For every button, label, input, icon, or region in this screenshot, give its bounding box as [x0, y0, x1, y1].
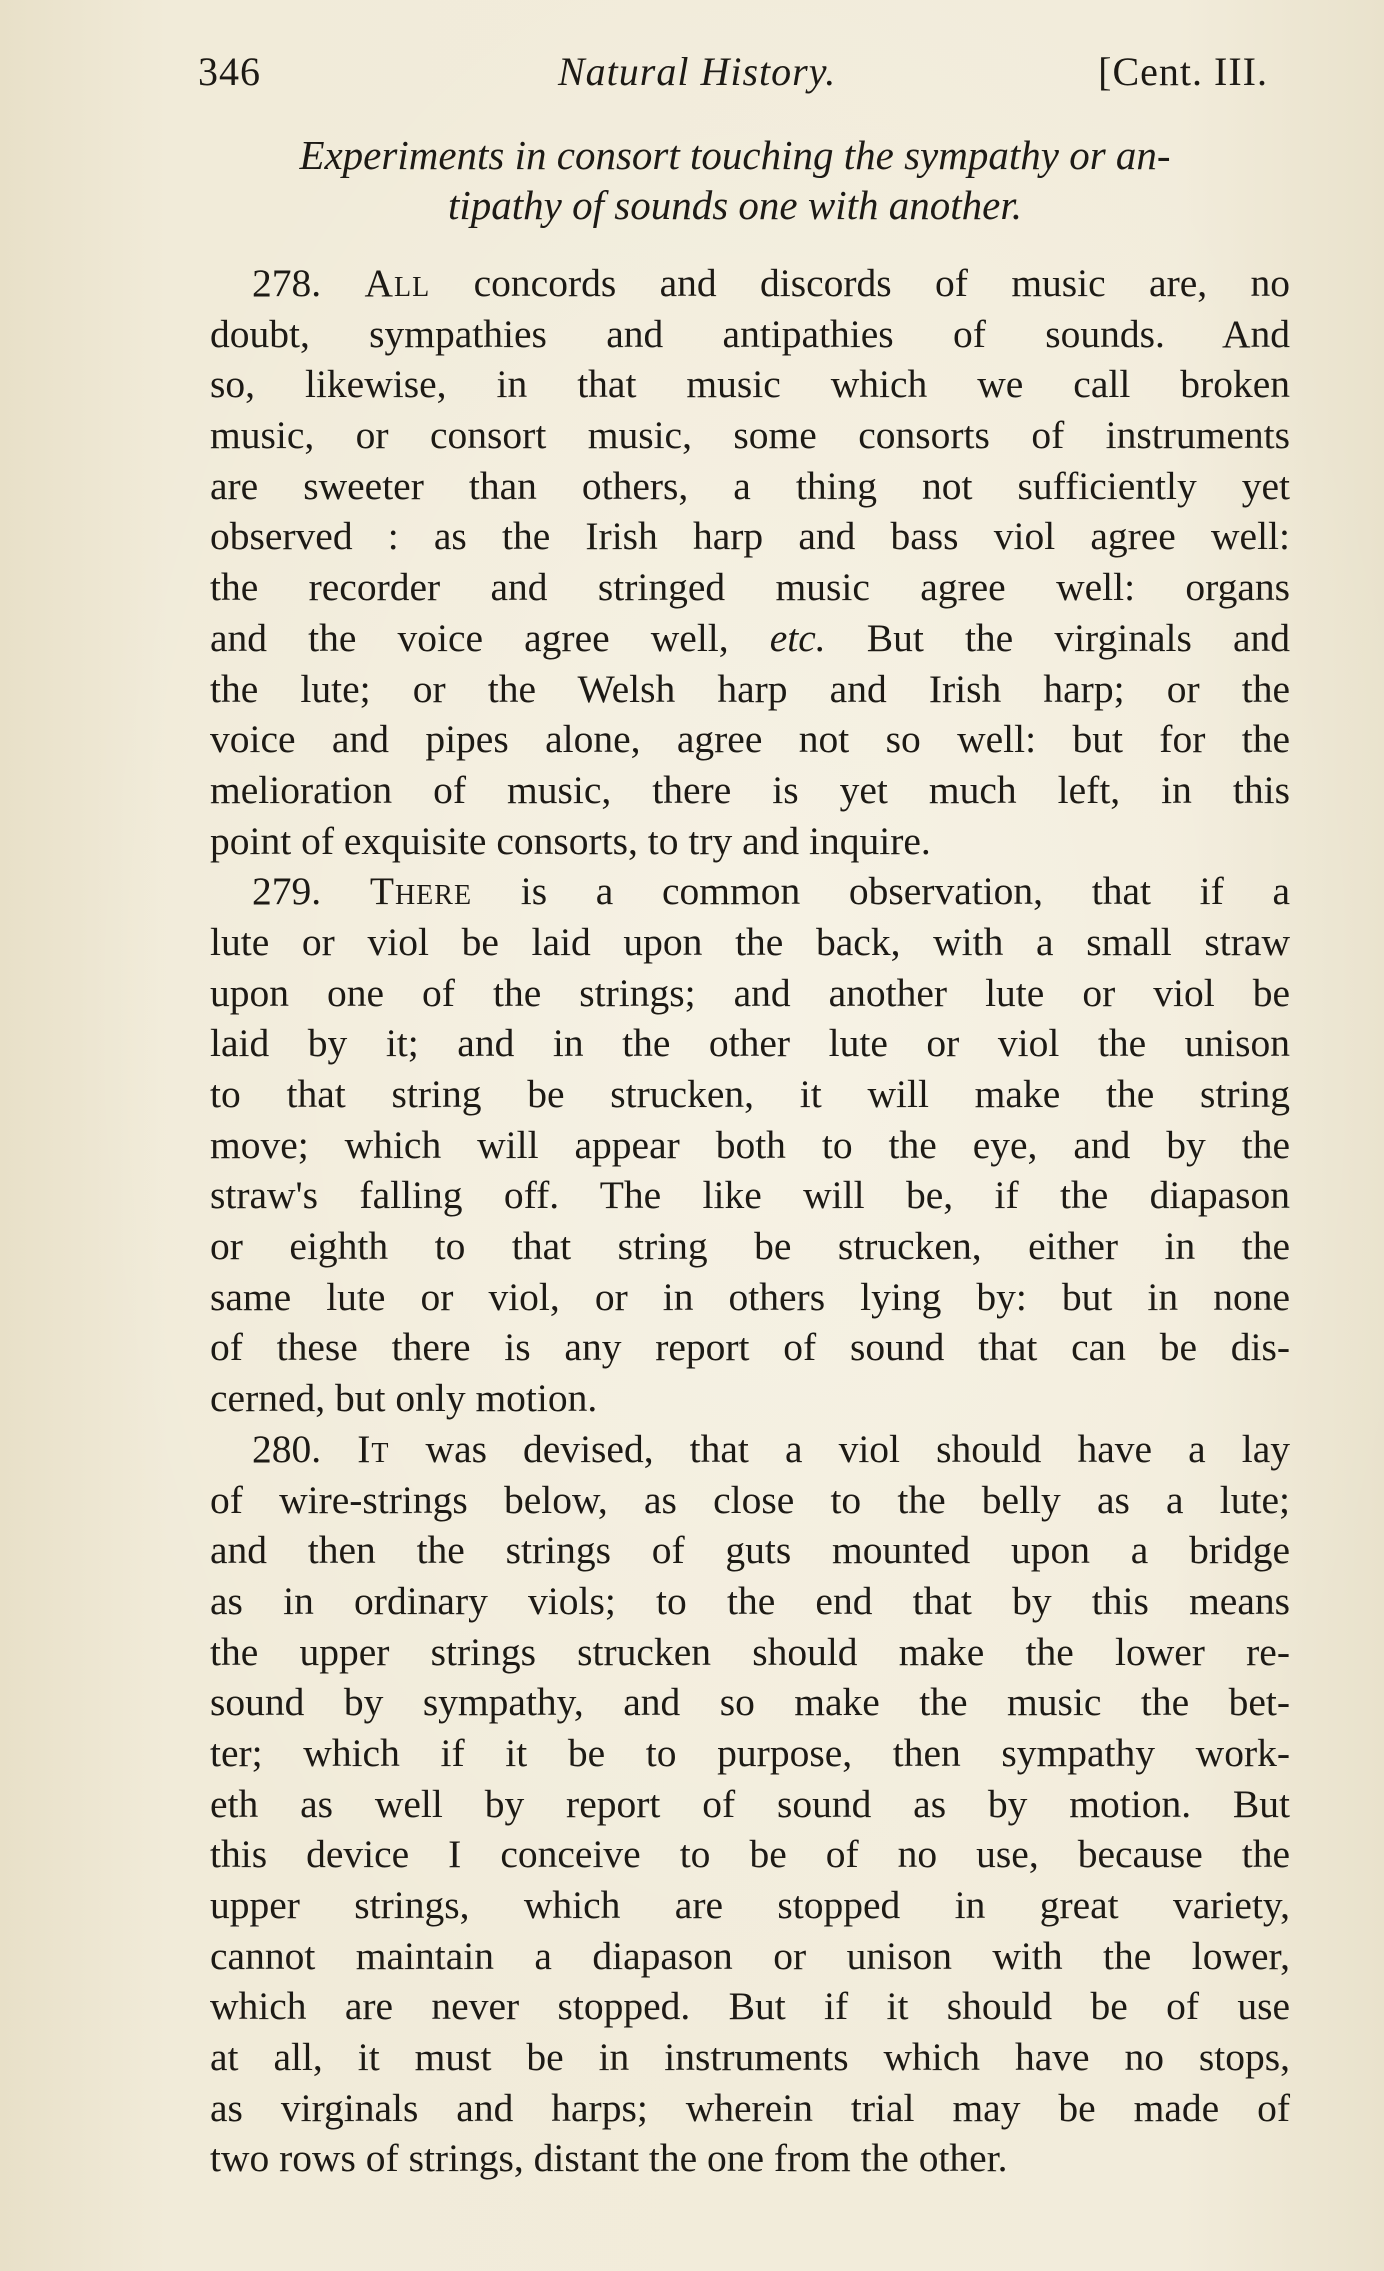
text-line: is a common observation, that if a — [472, 869, 1290, 914]
text-line: lute or viol be laid upon the back, with a small straw — [210, 919, 1290, 964]
page-number: 346 — [198, 49, 261, 94]
text-line: move; which will appear both to the eye, and by the — [210, 1122, 1290, 1167]
text-line: same lute or viol, or in others lying by: but in none — [210, 1274, 1290, 1319]
text-line: the lute; or the Welsh harp and Irish harp; or the — [210, 666, 1290, 711]
text-line: was devised, that a viol should have a lay — [389, 1426, 1291, 1471]
text-line: of these there is any report of sound that can be dis- — [210, 1325, 1290, 1370]
text-line: and then the strings of guts mounted upon a bridge — [210, 1528, 1290, 1573]
paragraph-278 — [210, 258, 1290, 866]
text-line: voice and pipes alone, agree not so well: but for the — [210, 717, 1290, 762]
text-line: as in ordinary viols; to the end that by this means — [210, 1578, 1290, 1623]
italic-abbreviation: etc. — [769, 615, 826, 660]
text-line: observed : as the Irish harp and bass viol agree well: — [210, 514, 1290, 559]
section-heading — [205, 130, 1265, 230]
text-line: the upper strings strucken should make the lower re- — [210, 1629, 1290, 1674]
text-line: are sweeter than others, a thing not sufficiently yet — [210, 463, 1290, 508]
text-line: doubt, sympathies and antipathies of sounds. And — [210, 311, 1290, 356]
text-line: ter; which if it be to purpose, then sympathy work- — [210, 1730, 1290, 1775]
text-line: upon one of the strings; and another lute or viol be — [210, 970, 1290, 1015]
paragraph-first-line — [210, 866, 1290, 917]
body-text — [210, 258, 1290, 2184]
text-line: cannot maintain a diapason or unison with the lower, — [210, 1933, 1290, 1978]
text-line: concords and discords of music are, no — [430, 261, 1291, 305]
text-line: music, or consort music, some consorts of instruments — [210, 413, 1290, 458]
paragraph-first-line — [210, 1424, 1290, 1475]
paragraph-lead-word: It — [357, 1426, 390, 1471]
heading-line: tipathy of sounds one with another. — [448, 182, 1022, 228]
text-line: or eighth to that string be strucken, either in the — [210, 1224, 1290, 1269]
text-line: laid by it; and in the other lute or viol the unison — [210, 1021, 1290, 1066]
text-line: cerned, but only motion. — [210, 1376, 598, 1421]
text-line: the recorder and stringed music agree well: organs — [210, 565, 1290, 610]
text-line: upper strings, which are stopped in great variety, — [210, 1883, 1290, 1927]
text-line: to that string be strucken, it will make the string — [210, 1072, 1290, 1116]
paragraph-number: 279. — [252, 869, 322, 914]
text-line: straw's falling off. The like will be, if the diapason — [210, 1173, 1290, 1218]
text-line: as virginals and harps; wherein trial may be made of — [210, 2085, 1290, 2130]
paragraph-lead-word: There — [369, 869, 473, 914]
text-line: which are never stopped. But if it should be of use — [210, 1984, 1290, 2029]
text-line: this device I conceive to be of no use, because the — [210, 1832, 1290, 1877]
century-label: [Cent. III. — [1098, 49, 1268, 94]
paragraph-lead-word: All — [364, 261, 431, 305]
text-line: sound by sympathy, and so make the music the bet- — [210, 1680, 1290, 1725]
text-line: so, likewise, in that music which we call broken — [210, 362, 1290, 407]
running-header — [198, 48, 1268, 108]
paragraph-number: 280. — [252, 1426, 322, 1471]
paragraph-number: 278. — [252, 261, 322, 305]
text-line: two rows of strings, distant the one from the other. — [210, 2136, 1008, 2181]
text-line: point of exquisite consorts, to try and inquire. — [210, 818, 931, 863]
text-line: melioration of music, there is yet much left, in this — [210, 767, 1290, 812]
heading-line: Experiments in consort touching the sympathy or an- — [299, 132, 1171, 178]
text-line: and the voice agree well, etc. But the virginals and — [210, 615, 1290, 660]
text-line: at all, it must be in instruments which have no stops, — [210, 2035, 1290, 2080]
running-title: Natural History. — [558, 49, 837, 94]
text-line: of wire-strings below, as close to the belly as a lute; — [210, 1477, 1290, 1522]
paragraph-first-line — [210, 258, 1290, 309]
paragraph-280 — [210, 1424, 1290, 2184]
paragraph-279 — [210, 866, 1290, 1424]
text-line: eth as well by report of sound as by motion. But — [210, 1781, 1290, 1826]
